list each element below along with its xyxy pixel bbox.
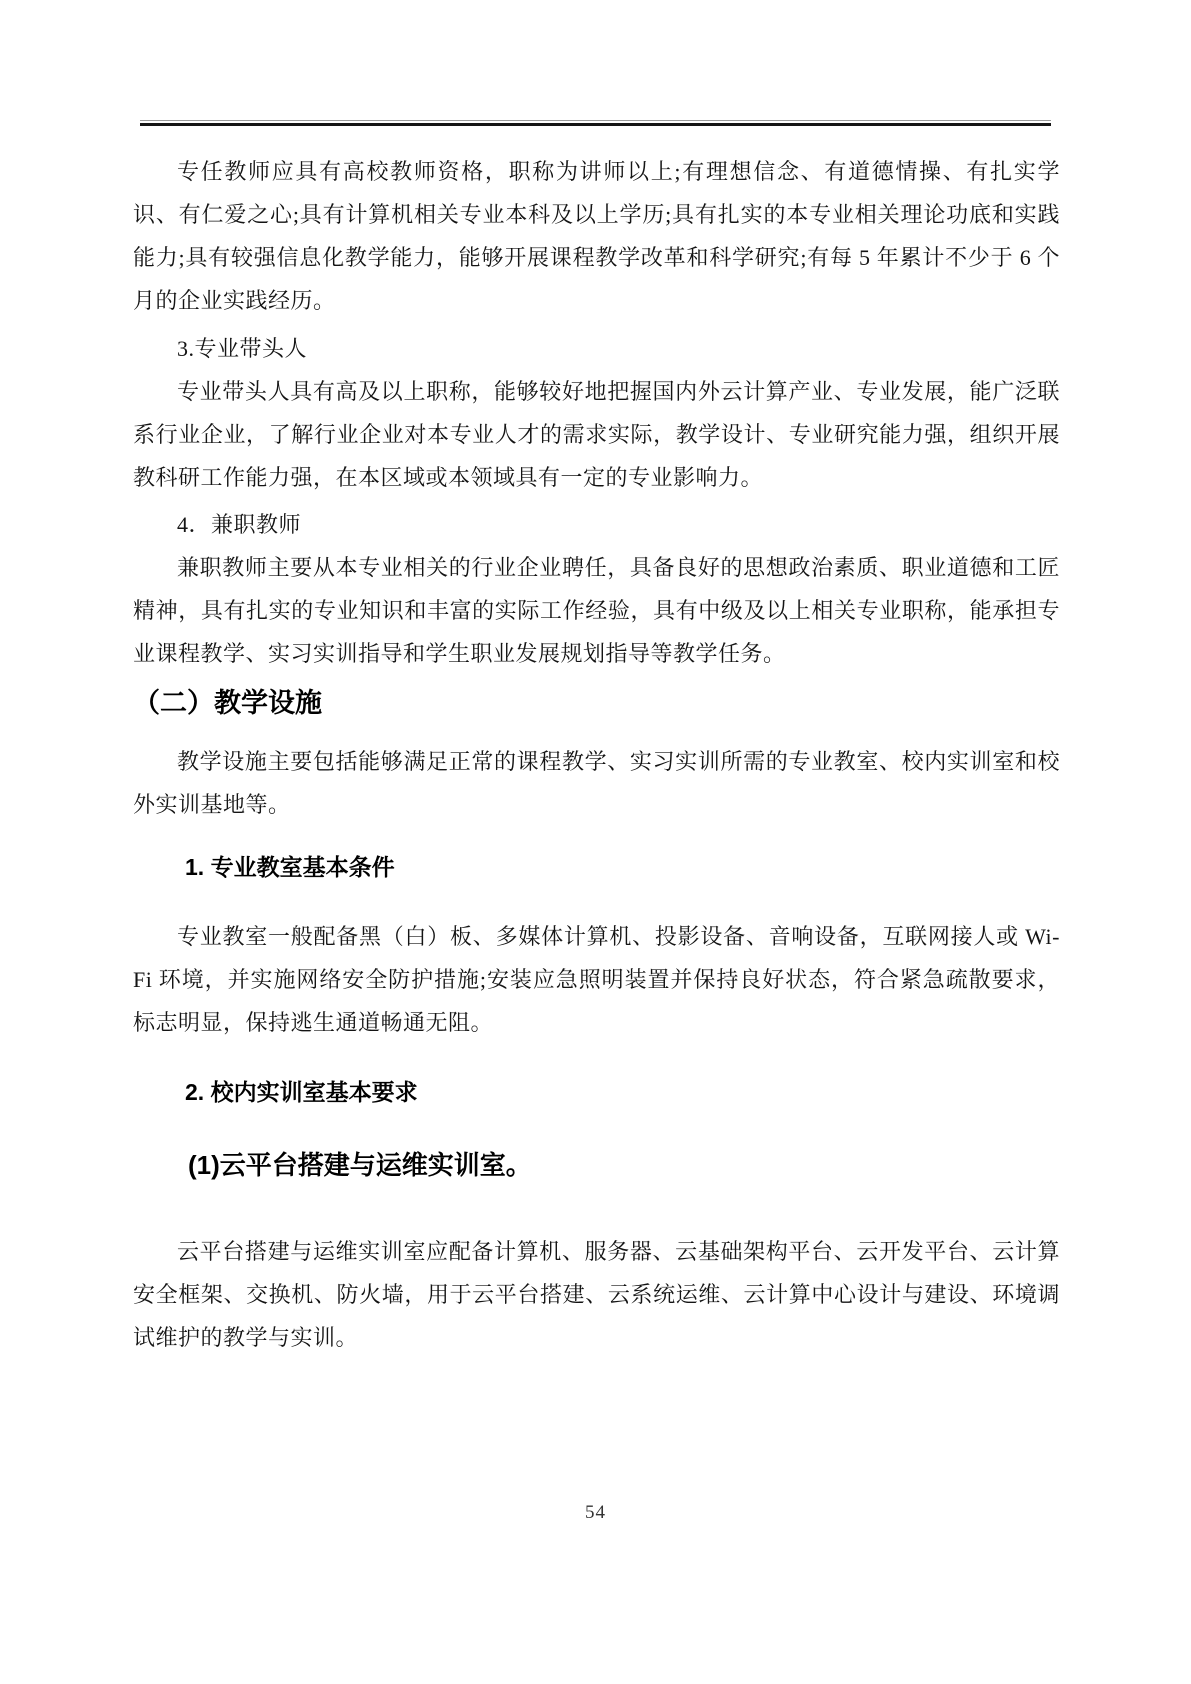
section-heading-teaching-facilities: （二）教学设施 bbox=[133, 688, 322, 718]
item-heading-parttime-teacher: 4．兼职教师 bbox=[177, 512, 302, 537]
header-separator-rule bbox=[140, 120, 1051, 126]
page-number: 54 bbox=[585, 1502, 606, 1523]
document-body bbox=[133, 150, 1060, 1359]
paragraph-parttime-teacher: 兼职教师主要从本专业相关的行业企业聘任，具备良好的思想政治素质、职业道德和工匠精神，具有扎实的专业知识和丰富的实际工作经验，具有中级及以上相关专业职称，能承担专业课程教学、实习实训指导和学生职业发展规划指导等教学任务。 bbox=[133, 555, 1060, 666]
subsection-heading-classroom-conditions: 1. 专业教室基本条件 bbox=[185, 854, 395, 880]
paragraph-facilities-intro: 教学设施主要包括能够满足正常的课程教学、实习实训所需的专业教室、校内实训室和校外实训基地等。 bbox=[133, 749, 1060, 817]
paragraph-classroom-conditions: 专业教室一般配备黑（白）板、多媒体计算机、投影设备、音响设备，互联网接人或 Wi-Fi 环境，并实施网络安全防护措施;安装应急照明装置并保持良好状态，符合紧急疏散要求，标志明显，保持逃生通道畅通无阻。 bbox=[133, 924, 1060, 1035]
subsection-heading-training-room-requirements: 2. 校内实训室基本要求 bbox=[185, 1079, 418, 1105]
paragraph-professional-leader: 专业带头人具有高及以上职称，能够较好地把握国内外云计算产业、专业发展，能广泛联系行业企业，了解行业企业对本专业人才的需求实际，教学设计、专业研究能力强，组织开展教科研工作能力强，在本区域或本领域具有一定的专业影响力。 bbox=[133, 379, 1060, 490]
paragraph-cloud-platform-training-room: 云平台搭建与运维实训室应配备计算机、服务器、云基础架构平台、云开发平台、云计算安全框架、交换机、防火墙，用于云平台搭建、云系统运维、云计算中心设计与建设、环境调试维护的教学与实训。 bbox=[133, 1239, 1060, 1350]
item-heading-professional-leader: 3.专业带头人 bbox=[177, 336, 308, 361]
heading-cloud-platform-training-room: (1)云平台搭建与运维实训室。 bbox=[188, 1150, 532, 1180]
paragraph-teacher-qualification: 专任教师应具有高校教师资格，职称为讲师以上;有理想信念、有道德情操、有扎实学识、有仁爱之心;具有计算机相关专业本科及以上学历;具有扎实的本专业相关理论功底和实践能力;具有较强信息化教学能力，能够开展课程教学改革和科学研究;有每 5 年累计不少于 6 个月的企业实践经历。 bbox=[133, 159, 1060, 313]
page-footer bbox=[0, 1502, 1191, 1524]
